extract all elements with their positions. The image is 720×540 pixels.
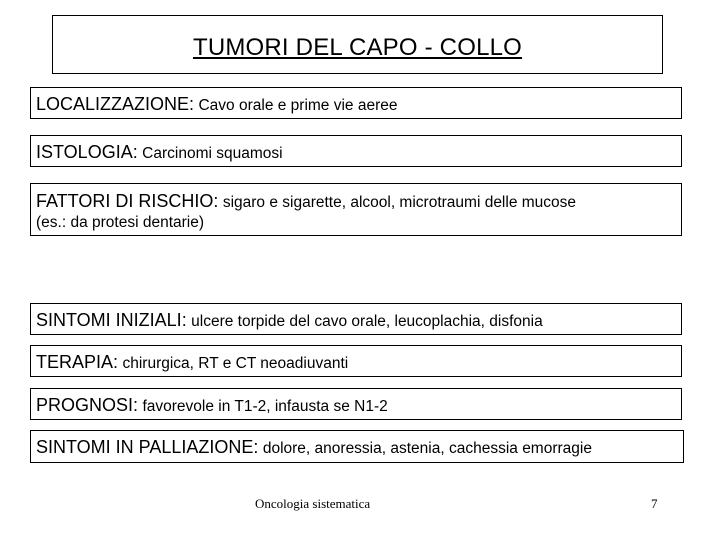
section-sintomi-in-palliazione	[30, 430, 684, 463]
section-text-continued: (es.: da protesi dentarie)	[36, 214, 205, 231]
page-number: 7	[651, 496, 658, 511]
section-prognosi	[30, 388, 682, 420]
section-label: SINTOMI INIZIALI:	[36, 310, 187, 330]
section-localizzazione	[30, 87, 682, 119]
section-text: favorevole in T1-2, infausta se N1-2	[142, 398, 388, 415]
title-box	[52, 15, 663, 74]
section-text: sigaro e sigarette, alcool, microtraumi delle mucose	[222, 194, 577, 211]
section-label: ISTOLOGIA:	[36, 142, 138, 162]
section-text: Cavo orale e prime vie aeree	[198, 97, 398, 114]
slide-title: TUMORI DEL CAPO - COLLO	[192, 34, 523, 61]
section-label: FATTORI DI RISCHIO:	[36, 191, 219, 211]
section-text: Carcinomi squamosi	[142, 145, 283, 162]
section-label: SINTOMI IN PALLIAZIONE:	[36, 437, 259, 457]
section-label: LOCALIZZAZIONE:	[36, 94, 195, 114]
section-label: PROGNOSI:	[36, 395, 139, 415]
section-terapia	[30, 345, 682, 377]
section-text: chirurgica, RT e CT neoadiuvanti	[122, 355, 349, 372]
section-sintomi-iniziali	[30, 303, 682, 335]
section-text: ulcere torpide del cavo orale, leucoplachia, disfonia	[191, 313, 543, 330]
section-fattori-di-rischio	[30, 183, 682, 236]
section-label: TERAPIA:	[36, 352, 119, 372]
footer-text: Oncologia sistematica	[255, 496, 371, 511]
section-istologia	[30, 135, 682, 167]
section-text: dolore, anoressia, astenia, cachessia emorragie	[262, 440, 592, 457]
